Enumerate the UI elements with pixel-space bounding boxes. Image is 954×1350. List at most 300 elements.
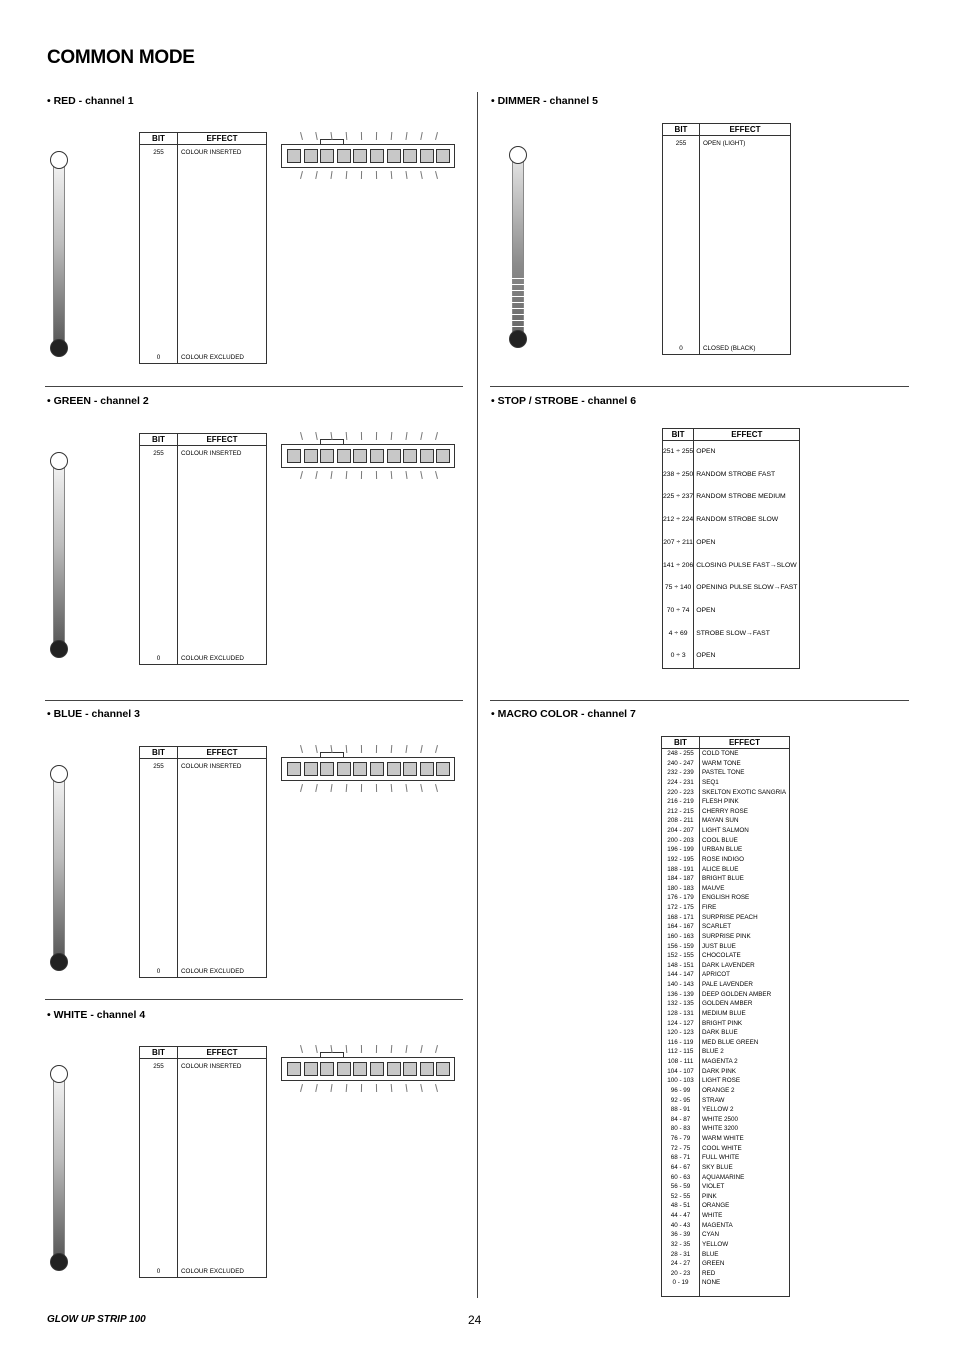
led-cell xyxy=(337,762,351,776)
table-row xyxy=(140,1059,267,1264)
effect-value: COLOUR EXCLUDED xyxy=(181,655,244,662)
bit-value: 120 - 123 xyxy=(662,1028,700,1038)
light-ray xyxy=(420,471,423,479)
bit-value: 207 ÷ 211 xyxy=(663,532,694,555)
led-cell xyxy=(387,449,401,463)
light-ray xyxy=(361,1045,362,1053)
bit-value: 20 - 23 xyxy=(662,1269,700,1279)
effect-value: ALICE BLUE xyxy=(702,865,739,873)
led-cell xyxy=(304,762,318,776)
effect-value: OPEN xyxy=(696,606,716,614)
effect-value: COLD TONE xyxy=(702,750,739,757)
light-ray xyxy=(300,171,303,179)
page-number: 24 xyxy=(468,1313,482,1327)
effect-value: MAUVE xyxy=(702,884,725,892)
bit-value: 36 - 39 xyxy=(662,1230,700,1240)
light-ray xyxy=(346,784,348,792)
effect-header: EFFECT xyxy=(178,434,267,446)
table-row xyxy=(662,951,790,961)
bit-value: 28 - 31 xyxy=(662,1250,700,1260)
light-ray xyxy=(315,1084,318,1092)
bit-value: 141 ÷ 206 xyxy=(663,555,694,578)
led-cell xyxy=(403,449,417,463)
bit-value: 108 - 111 xyxy=(662,1057,700,1067)
bit-value: 80 - 83 xyxy=(662,1124,700,1134)
macro-dmx-table xyxy=(661,736,790,1297)
light-ray xyxy=(315,432,318,440)
light-ray xyxy=(330,432,332,440)
effect-value: COLOUR INSERTED xyxy=(181,1063,242,1071)
section-divider xyxy=(490,386,909,387)
table-row xyxy=(662,1163,790,1173)
strip-body xyxy=(281,1057,455,1081)
red-dmx-table xyxy=(139,132,267,364)
light-ray xyxy=(361,471,362,479)
light-ray xyxy=(376,1045,377,1053)
dimmer-step-line xyxy=(512,284,524,285)
effect-value: GOLDEN AMBER xyxy=(702,1000,753,1008)
effect-value: RANDOM STROBE FAST xyxy=(696,470,776,478)
open-circle-icon xyxy=(509,146,527,164)
table-header-row xyxy=(140,133,267,145)
led-cell xyxy=(370,762,384,776)
table-header-row xyxy=(140,1047,267,1059)
light-ray xyxy=(435,471,438,479)
effect-value: MAGENTA xyxy=(702,1221,733,1229)
column-divider xyxy=(477,92,478,1298)
bit-value: 168 - 171 xyxy=(662,913,700,923)
light-ray xyxy=(361,132,362,140)
table-row xyxy=(663,464,800,487)
dimmer-step-line xyxy=(512,278,524,279)
table-row xyxy=(663,555,800,578)
light-ray xyxy=(361,784,362,792)
light-ray xyxy=(315,1045,318,1053)
effect-value: CYAN xyxy=(702,1231,720,1239)
light-ray xyxy=(420,1045,423,1053)
table-header-row xyxy=(662,737,790,749)
bit-value: 152 - 155 xyxy=(662,951,700,961)
led-cell xyxy=(403,149,417,163)
bit-value: 4 ÷ 69 xyxy=(663,623,694,646)
section-divider xyxy=(45,999,463,1000)
table-row xyxy=(140,145,267,350)
effect-value: FLESH PINK xyxy=(702,798,739,806)
table-header-row xyxy=(663,124,791,136)
table-row xyxy=(140,650,267,664)
bit-value: 70 ÷ 74 xyxy=(663,600,694,623)
table-row xyxy=(662,826,790,836)
table-row xyxy=(662,1230,790,1240)
table-row xyxy=(662,865,790,875)
table-row xyxy=(663,600,800,623)
effect-value: COOL BLUE xyxy=(702,836,738,844)
table-row xyxy=(662,922,790,932)
light-ray xyxy=(405,1084,407,1092)
bit-value: 92 - 95 xyxy=(662,1096,700,1106)
effect-value: VIOLET xyxy=(702,1183,725,1191)
light-ray xyxy=(435,171,438,179)
bit-value: 56 - 59 xyxy=(662,1182,700,1192)
blue-section-title: • BLUE - channel 3 xyxy=(47,708,140,720)
effect-value: STROBE SLOW→FAST xyxy=(696,629,770,637)
white-level-bar xyxy=(50,1065,70,1271)
open-circle-icon xyxy=(50,1065,68,1083)
table-row xyxy=(662,807,790,817)
effect-value: ORANGE xyxy=(702,1202,730,1210)
led-cell xyxy=(370,1062,384,1076)
effect-value: COLOUR INSERTED xyxy=(181,763,242,771)
effect-value: COLOUR EXCLUDED xyxy=(181,968,244,975)
light-ray xyxy=(405,745,407,753)
effect-value: SKY BLUE xyxy=(702,1163,733,1171)
light-ray xyxy=(391,1084,393,1092)
led-cell xyxy=(436,449,450,463)
led-cell xyxy=(320,449,334,463)
effect-value: FULL WHITE xyxy=(702,1154,740,1162)
led-cell xyxy=(436,762,450,776)
bit-value: 104 - 107 xyxy=(662,1067,700,1077)
led-cell xyxy=(436,149,450,163)
dimmer-step-line xyxy=(512,302,524,303)
table-row xyxy=(140,963,267,977)
bit-value: 140 - 143 xyxy=(662,980,700,990)
bit-value: 160 - 163 xyxy=(662,932,700,942)
effect-value: MAYAN SUN xyxy=(702,817,739,825)
bit-value: 225 ÷ 237 xyxy=(663,486,694,509)
light-ray xyxy=(330,784,332,792)
dimmer-step-line xyxy=(512,296,524,297)
bit-value: 200 - 203 xyxy=(662,836,700,846)
table-row xyxy=(662,1144,790,1154)
led-cell xyxy=(287,762,301,776)
light-ray xyxy=(435,132,438,140)
light-ray xyxy=(405,171,407,179)
light-ray xyxy=(315,745,318,753)
light-ray xyxy=(346,1084,348,1092)
dimmer-section-title: • DIMMER - channel 5 xyxy=(491,95,598,107)
bit-value: 240 - 247 xyxy=(662,759,700,769)
effect-value: MEDIUM BLUE xyxy=(702,1009,746,1017)
bit-header: BIT xyxy=(140,133,178,145)
effect-value: PINK xyxy=(702,1192,717,1200)
led-cell xyxy=(304,1062,318,1076)
effect-header: EFFECT xyxy=(700,124,791,136)
light-ray xyxy=(435,432,438,440)
led-cell xyxy=(353,149,367,163)
bit-value: 84 - 87 xyxy=(662,1115,700,1125)
table-row xyxy=(662,913,790,923)
effect-value: BRIGHT PINK xyxy=(702,1019,743,1027)
green-led-strip-icon xyxy=(281,432,455,486)
led-cell xyxy=(337,149,351,163)
bit-cell-filler xyxy=(663,668,694,669)
light-ray xyxy=(405,132,407,140)
bit-value: 75 ÷ 140 xyxy=(663,577,694,600)
bit-header: BIT xyxy=(663,124,700,136)
effect-value: COLOUR EXCLUDED xyxy=(181,354,244,361)
effect-value: RED xyxy=(702,1269,716,1277)
effect-value: COLOUR INSERTED xyxy=(181,450,242,458)
table-row xyxy=(663,136,791,341)
bit-value: 148 - 151 xyxy=(662,961,700,971)
effect-value: OPEN (LIGHT) xyxy=(703,140,746,148)
bit-value: 220 - 223 xyxy=(662,788,700,798)
light-ray xyxy=(420,745,423,753)
effect-value: OPEN xyxy=(696,652,716,660)
effect-value: WARM TONE xyxy=(702,759,741,767)
led-cell xyxy=(337,449,351,463)
gradient-fill xyxy=(53,774,65,962)
led-cell xyxy=(353,449,367,463)
bit-value: 124 - 127 xyxy=(662,1019,700,1029)
bit-value: 96 - 99 xyxy=(662,1086,700,1096)
open-circle-icon xyxy=(50,452,68,470)
effect-value: DARK PINK xyxy=(702,1067,736,1075)
closed-circle-icon xyxy=(50,953,68,971)
white-section-title: • WHITE - channel 4 xyxy=(47,1009,146,1021)
table-row xyxy=(662,1182,790,1192)
effect-value: CHOCOLATE xyxy=(702,952,741,960)
light-ray xyxy=(315,132,318,140)
bit-value: 238 ÷ 250 xyxy=(663,464,694,487)
bit-value: 176 - 179 xyxy=(662,893,700,903)
table-row xyxy=(662,942,790,952)
table-row xyxy=(662,903,790,913)
bit-value: 136 - 139 xyxy=(662,990,700,1000)
closed-circle-icon xyxy=(50,339,68,357)
section-divider xyxy=(45,700,463,701)
table-row xyxy=(662,1269,790,1279)
bit-value: 64 - 67 xyxy=(662,1163,700,1173)
led-cell xyxy=(337,1062,351,1076)
light-ray xyxy=(391,745,393,753)
bit-value: 0 xyxy=(663,340,700,354)
effect-value: COLOUR INSERTED xyxy=(181,149,242,157)
dimmer-step-line xyxy=(512,290,524,291)
effect-value: MAGENTA 2 xyxy=(702,1058,738,1065)
light-ray xyxy=(361,171,362,179)
bit-value: 255 xyxy=(140,759,178,964)
table-row xyxy=(663,577,800,600)
dimmer-dmx-table xyxy=(662,123,791,355)
effect-value: LIGHT SALMON xyxy=(702,827,749,834)
table-header-row xyxy=(140,747,267,759)
light-ray xyxy=(420,1084,423,1092)
table-row xyxy=(663,509,800,532)
light-ray xyxy=(346,1045,348,1053)
bit-value: 68 - 71 xyxy=(662,1153,700,1163)
light-ray xyxy=(376,432,377,440)
led-cell xyxy=(320,149,334,163)
bit-value: 60 - 63 xyxy=(662,1173,700,1183)
table-row xyxy=(662,970,790,980)
red-led-strip-icon xyxy=(281,132,455,186)
bit-value: 180 - 183 xyxy=(662,884,700,894)
table-row xyxy=(662,816,790,826)
table-row xyxy=(662,855,790,865)
light-ray xyxy=(300,471,303,479)
table-row xyxy=(662,1086,790,1096)
bit-value: 48 - 51 xyxy=(662,1201,700,1211)
light-ray xyxy=(420,132,423,140)
bit-header: BIT xyxy=(140,1047,178,1059)
table-row xyxy=(662,1259,790,1269)
led-cell xyxy=(387,149,401,163)
macro-section-title: • MACRO COLOR - channel 7 xyxy=(491,708,636,720)
effect-value: YELLOW xyxy=(702,1240,729,1248)
table-row xyxy=(662,1240,790,1250)
led-cell xyxy=(370,449,384,463)
bit-value: 255 xyxy=(140,446,178,651)
bit-value: 255 xyxy=(140,145,178,350)
table-header-row xyxy=(140,434,267,446)
light-ray xyxy=(300,132,303,140)
gradient-fill xyxy=(53,1074,65,1262)
dimmer-step-line xyxy=(512,308,524,309)
bit-value: 164 - 167 xyxy=(662,922,700,932)
light-ray xyxy=(376,471,377,479)
bit-value: 184 - 187 xyxy=(662,874,700,884)
table-row xyxy=(662,1019,790,1029)
led-cell xyxy=(403,762,417,776)
light-ray xyxy=(315,471,318,479)
led-cell xyxy=(403,1062,417,1076)
bit-value: 32 - 35 xyxy=(662,1240,700,1250)
bit-value: 212 - 215 xyxy=(662,807,700,817)
effect-value: ROSE INDIGO xyxy=(702,855,744,863)
light-ray xyxy=(300,1084,303,1092)
table-row xyxy=(662,932,790,942)
section-divider xyxy=(45,386,463,387)
effect-value: PASTEL TONE xyxy=(702,769,745,777)
table-row xyxy=(140,1263,267,1277)
light-ray xyxy=(330,1084,332,1092)
light-ray xyxy=(300,1045,303,1053)
effect-value: APRICOT xyxy=(702,971,730,979)
led-cell xyxy=(287,1062,301,1076)
effect-value: OPENING PULSE SLOW→FAST xyxy=(696,584,798,592)
effect-value: FIRE xyxy=(702,904,717,911)
light-ray xyxy=(391,471,393,479)
effect-value: SCARLET xyxy=(702,923,732,931)
led-cell xyxy=(420,1062,434,1076)
effect-header: EFFECT xyxy=(178,133,267,145)
dimmer-level-bar xyxy=(509,146,529,348)
table-row xyxy=(662,1057,790,1067)
effect-header: EFFECT xyxy=(178,747,267,759)
bit-value: 128 - 131 xyxy=(662,1009,700,1019)
light-ray xyxy=(391,784,393,792)
table-row xyxy=(662,893,790,903)
table-row xyxy=(662,874,790,884)
led-cell xyxy=(353,1062,367,1076)
light-ray xyxy=(346,171,348,179)
bit-cell-filler xyxy=(662,1288,700,1297)
table-row xyxy=(662,1105,790,1115)
effect-value: WARM WHITE xyxy=(702,1135,744,1142)
effect-value: BLUE xyxy=(702,1250,719,1258)
table-row xyxy=(663,441,800,464)
bit-value: 248 - 255 xyxy=(662,749,700,759)
led-cell xyxy=(287,449,301,463)
table-padding-row xyxy=(663,668,800,669)
table-row xyxy=(662,1028,790,1038)
light-ray xyxy=(420,171,423,179)
light-ray xyxy=(435,784,438,792)
bit-value: 144 - 147 xyxy=(662,970,700,980)
bit-value: 255 xyxy=(140,1059,178,1264)
bit-header: BIT xyxy=(140,434,178,446)
table-row xyxy=(662,1009,790,1019)
table-row xyxy=(662,759,790,769)
effect-value: STRAW xyxy=(702,1096,725,1104)
strobe-section-title: • STOP / STROBE - channel 6 xyxy=(491,395,637,407)
effect-value: DARK BLUE xyxy=(702,1029,738,1037)
light-ray xyxy=(376,745,377,753)
effect-value: CLOSED (BLACK) xyxy=(703,345,756,352)
light-ray xyxy=(315,784,318,792)
table-row xyxy=(663,340,791,354)
led-cell xyxy=(436,1062,450,1076)
effect-value: COLOUR EXCLUDED xyxy=(181,1268,244,1275)
bit-value: 0 xyxy=(140,650,178,664)
led-cell xyxy=(320,762,334,776)
white-led-strip-icon xyxy=(281,1045,455,1099)
effect-header: EFFECT xyxy=(700,737,790,749)
light-ray xyxy=(330,745,332,753)
effect-value: BLUE 2 xyxy=(702,1048,724,1056)
led-cell xyxy=(420,762,434,776)
strobe-dmx-table xyxy=(662,428,800,669)
light-ray xyxy=(361,1084,362,1092)
light-ray xyxy=(435,1084,438,1092)
light-ray xyxy=(391,432,393,440)
light-ray xyxy=(435,745,438,753)
light-ray xyxy=(376,132,377,140)
light-ray xyxy=(391,171,393,179)
green-section-title: • GREEN - channel 2 xyxy=(47,395,149,407)
led-cell xyxy=(287,149,301,163)
light-ray xyxy=(330,471,332,479)
light-ray xyxy=(405,471,407,479)
light-ray xyxy=(420,432,423,440)
table-row xyxy=(662,1067,790,1077)
bit-value: 212 ÷ 224 xyxy=(663,509,694,532)
strip-body xyxy=(281,444,455,468)
table-row xyxy=(662,1096,790,1106)
green-level-bar xyxy=(50,452,70,658)
gradient-fill xyxy=(53,461,65,649)
effect-value: DARK LAVENDER xyxy=(702,961,755,969)
open-circle-icon xyxy=(50,151,68,169)
bit-header: BIT xyxy=(140,747,178,759)
table-row xyxy=(662,1250,790,1260)
red-section-title: • RED - channel 1 xyxy=(47,95,134,107)
table-row xyxy=(662,884,790,894)
bit-value: 224 - 231 xyxy=(662,778,700,788)
light-ray xyxy=(346,471,348,479)
gradient-fill xyxy=(512,155,524,339)
bit-header: BIT xyxy=(663,429,694,441)
closed-circle-icon xyxy=(509,330,527,348)
effect-value: CHERRY ROSE xyxy=(702,807,748,815)
table-row xyxy=(662,836,790,846)
effect-value: SKELTON EXOTIC SANGRIA xyxy=(702,788,787,796)
table-row xyxy=(662,1047,790,1057)
led-cell xyxy=(387,1062,401,1076)
table-row xyxy=(662,768,790,778)
